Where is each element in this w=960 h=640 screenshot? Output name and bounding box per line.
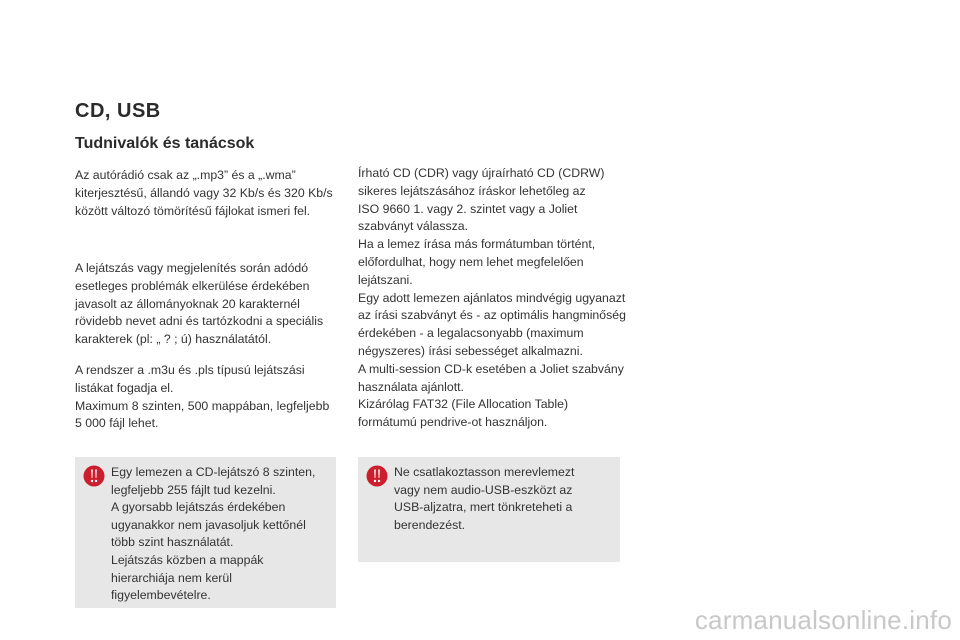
- watermark: carmanualsonline.info: [694, 605, 952, 635]
- warning-text: Ne csatlakoztasson merevlemezt vagy nem audio-USB-eszközt az USB-aljzatra, mert tönkreteheti a berendezést.: [394, 465, 575, 532]
- paragraph-cd-writing: Írható CD (CDR) vagy újraírható CD (CDRW) sikeres lejátszásához íráskor lehetőleg az ISO 9660 1. vagy 2. szintet vagy a Joliet szabványt válassza. Ha a lemez írása más formátumban történt, előfordulhat, hogy nem lehet megfelelően lejátszani. Egy adott lemezen ajánlatos mindvégig ugyanazt az írási szabványt és - az optimális hangminőség érdekében - a legalacsonyabb (maximum négyszeres) írási sebességet alkalmazni. A multi-session CD-k esetében a Joliet szabvány használata ajánlott.: [358, 166, 626, 394]
- page-title: CD, USB: [75, 100, 161, 122]
- warning-text: Egy lemezen a CD-lejátszó 8 szinten, legfeljebb 255 fájlt tud kezelni. A gyorsabb lejátszás érdekében ugyanakkor nem javasoljuk kettőnél több szint használatát. Lejátszás közben a mappák hierarchiája nem kerül figyelembevételre.: [111, 465, 316, 603]
- warning-exclamation-icon: [83, 465, 105, 487]
- paragraph-filenames: A lejátszás vagy megjelenítés során adódó esetleges problémák elkerülése érdekében javasolt az állományoknak 20 karakternél rövidebb nevet adni és tartózkodni a speciális karakterek (pl: „ ? ; ú) használatától.: [75, 261, 324, 347]
- section-subtitle: Tudnivalók és tanácsok: [75, 135, 255, 152]
- paragraph-formats: Az autórádió csak az „.mp3” és a „.wma” kiterjesztésű, állandó vagy 32 Kb/s és 320 Kb/s között változó tömörítésű fájlokat ismeri fel.: [75, 168, 333, 218]
- paragraph-fat32: Kizárólag FAT32 (File Allocation Table) formátumú pendrive-ot használjon.: [358, 397, 569, 429]
- warning-box-usb: [358, 457, 620, 562]
- paragraph-playlists: A rendszer a .m3u és .pls típusú lejátszási listákat fogadja el. Maximum 8 szinten, 500 mappában, legfeljebb 5 000 fájl lehet.: [75, 363, 330, 431]
- warning-box-cd-levels: [75, 457, 336, 608]
- warning-exclamation-icon: [366, 465, 388, 487]
